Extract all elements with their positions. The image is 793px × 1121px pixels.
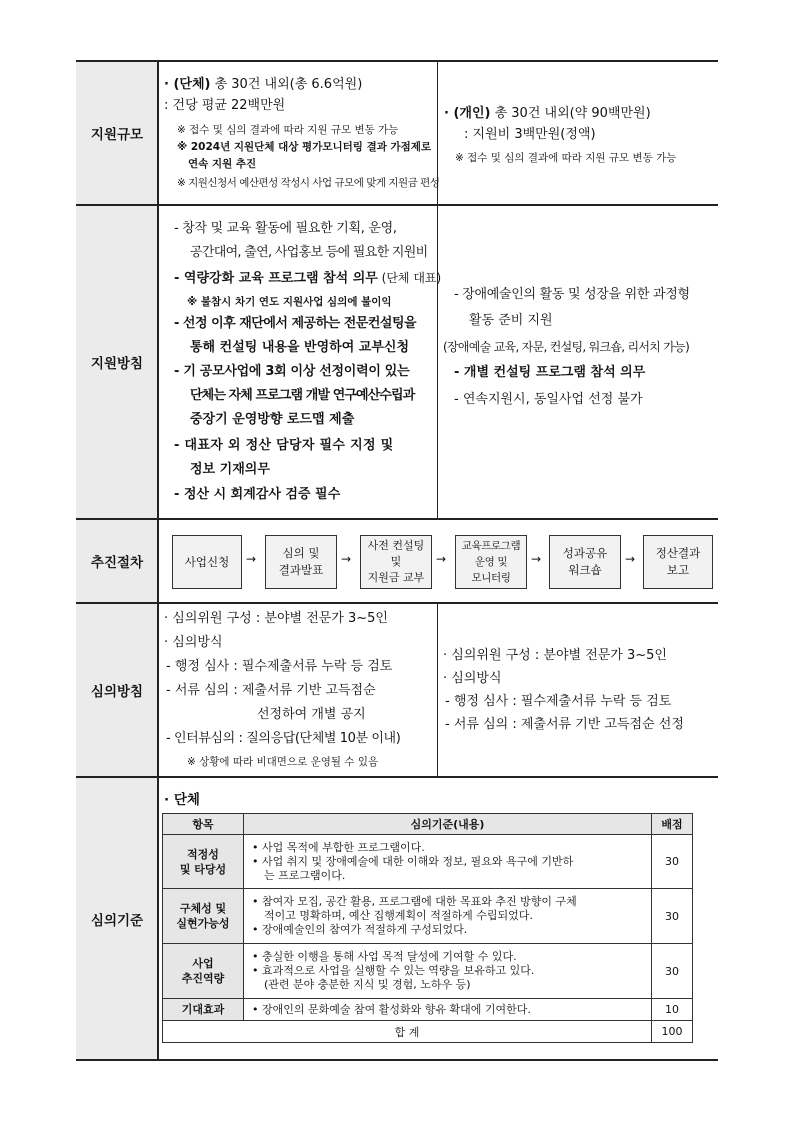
- rule-col-divider-3: [437, 604, 438, 776]
- policy-right-c1: - 연속지원시, 동일사업 선정 불가: [454, 392, 643, 407]
- criteria-line: 적이고 명확하며, 예산 집행계획이 적절하게 수립되었다.: [264, 909, 533, 922]
- scale-left-group: · (단체): [164, 77, 211, 92]
- review-right-l1: · 심의위원 구성 : 분야별 전문가 3~5인: [443, 648, 667, 663]
- policy-left-e1: - 대표자 외 정산 담당자 필수 지정 및: [174, 438, 394, 453]
- step-workshop: 성과공유 워크숍: [549, 535, 621, 589]
- arrow-icon: →: [436, 552, 447, 566]
- criteria-item-name-text: 적정성 및 타당성: [179, 847, 227, 876]
- policy-left-b1-text: - 역량강화 교육 프로그램 참석 의무: [174, 271, 378, 286]
- criteria-line: • 사업 목적에 부합한 프로그램이다.: [252, 840, 425, 854]
- policy-left-e2: 정보 기재의무: [190, 462, 270, 477]
- policy-left-b1: [174, 270, 441, 287]
- rule-label-divider: [157, 60, 159, 1061]
- criteria-line: • 효과적으로 사업을 실행할 수 있는 역량을 보유하고 있다.: [252, 964, 535, 977]
- step-settlement-report: 정산결과 보고: [643, 535, 713, 589]
- label-procedure-text: 추진절차: [90, 555, 144, 571]
- rule-top: [76, 60, 718, 62]
- scale-left-note2b: 연속 지원 추진: [188, 158, 257, 170]
- criteria-total-row: [163, 1021, 693, 1043]
- label-scale: [76, 62, 158, 204]
- step-application: 사업신청: [172, 535, 242, 589]
- criteria-item-score: 30: [652, 889, 693, 944]
- criteria-total-label: 합 계: [163, 1021, 652, 1043]
- rule-col-divider-2: [437, 206, 438, 518]
- criteria-line: • 장애예술인의 참여가 적절하게 구성되었다.: [252, 923, 468, 936]
- review-left-l1: · 심의위원 구성 : 분야별 전문가 3~5인: [164, 611, 388, 626]
- criteria-item-name: [163, 999, 244, 1021]
- label-policy-text: 지원방침: [90, 356, 144, 372]
- table-row: [163, 835, 693, 889]
- scale-left-count: 총 30건 내외(총 6.6억원): [210, 77, 363, 92]
- criteria-line: • 장애인의 문화예술 참여 활성화와 향유 확대에 기여한다.: [252, 1002, 531, 1016]
- label-scale-text: 지원규모: [90, 127, 144, 143]
- rule-4: [76, 776, 718, 778]
- review-left-l3: - 행정 심사 : 필수제출서류 누락 등 검토: [166, 659, 393, 674]
- criteria-header-score: 배점: [652, 814, 693, 835]
- policy-left-d3: 중장기 운영방향 로드맵 제출: [190, 412, 355, 427]
- criteria-item-name: [163, 835, 244, 889]
- policy-left-d2: 단체는 자체 프로그램 개발 연구예산수립과: [190, 388, 415, 403]
- policy-right-a2: 활동 준비 지원: [469, 313, 553, 328]
- scale-right-count: 총 30건 내외(약 90백만원): [490, 106, 651, 121]
- scale-left-line2: : 건당 평균 22백만원: [164, 98, 286, 113]
- review-left-l4: - 서류 심의 : 제출서류 기반 고득점순: [166, 683, 376, 698]
- criteria-item-score: 30: [652, 835, 693, 889]
- label-procedure: [76, 520, 158, 602]
- criteria-line: • 사업 취지 및 장애예술에 대한 이해와 정보, 필요와 욕구에 기반하: [252, 854, 574, 868]
- table-row: [163, 889, 693, 944]
- rule-2: [76, 518, 718, 520]
- policy-left-c1: - 선정 이후 재단에서 제공하는 전문컨설팅을: [174, 316, 417, 331]
- arrow-icon: →: [531, 552, 542, 566]
- review-left-l5: 선정하여 개별 공지: [257, 707, 366, 722]
- policy-right-a3: (장애예술 교육, 자문, 컨설팅, 워크숍, 리서치 가능): [443, 340, 690, 354]
- label-policy: [76, 206, 158, 518]
- criteria-item-content: [244, 889, 652, 944]
- criteria-line: • 충실한 이행을 통해 사업 목적 달성에 기여할 수 있다.: [252, 950, 517, 963]
- policy-right-a1: - 장애예술인의 활동 및 성장을 위한 과정형: [454, 287, 690, 302]
- policy-left-a2: 공간대여, 출연, 사업홍보 등에 필요한 지원비: [190, 245, 428, 260]
- criteria-group-title: · 단체: [164, 792, 200, 808]
- criteria-item-name-text: 기대효과: [181, 1003, 225, 1016]
- label-review-text: 심의방침: [90, 684, 144, 700]
- step-review-result: 심의 및 결과발표: [265, 535, 337, 589]
- scale-left-note1: ※ 접수 및 심의 결과에 따라 지원 규모 변동 가능: [177, 124, 399, 136]
- criteria-header-row: [163, 814, 693, 835]
- scale-right-group: · (개인): [444, 106, 491, 121]
- criteria-item-name: [163, 889, 244, 944]
- label-review: [76, 604, 158, 776]
- criteria-line: • 참여자 모집, 공간 활용, 프로그램에 대한 목표와 추진 방향이 구체: [252, 895, 577, 908]
- criteria-line: (관련 분야 충분한 지식 및 경험, 노하우 등): [264, 978, 471, 991]
- policy-right-b1: - 개별 컨설팅 프로그램 참석 의무: [454, 365, 646, 380]
- rule-3: [76, 602, 718, 604]
- criteria-header-item: 항목: [163, 814, 244, 835]
- criteria-item-name: [163, 944, 244, 999]
- review-left-l2: · 심의방식: [164, 635, 223, 650]
- criteria-item-content: [244, 835, 652, 889]
- label-criteria-text: 심의기준: [90, 912, 144, 929]
- criteria-item-score: 30: [652, 944, 693, 999]
- policy-left-c2: 통해 컨설팅 내용을 반영하여 교부신청: [190, 340, 410, 355]
- arrow-icon: →: [341, 552, 352, 566]
- criteria-item-score: 10: [652, 999, 693, 1021]
- arrow-icon: →: [625, 552, 636, 566]
- criteria-item-name-text: 사업 추진역량: [181, 957, 225, 985]
- table-row: [163, 944, 693, 999]
- criteria-header-content: 심의기준(내용): [244, 814, 652, 835]
- review-right-l4: - 서류 심의 : 제출서류 기반 고득점순 선정: [445, 717, 684, 732]
- criteria-line: 는 프로그램이다.: [264, 868, 346, 882]
- scale-right-line2: : 지원비 3백만원(정액): [464, 127, 596, 142]
- review-left-note: ※ 상황에 따라 비대면으로 운영될 수 있음: [187, 756, 379, 768]
- criteria-table: [162, 813, 693, 1043]
- rule-bottom: [76, 1059, 718, 1061]
- policy-left-note: ※ 불참시 차기 연도 지원사업 심의에 불이익: [187, 296, 392, 308]
- criteria-total-score: 100: [652, 1021, 693, 1043]
- criteria-item-content: [244, 999, 652, 1021]
- scale-right-line1: [444, 106, 651, 122]
- review-left-l6: - 인터뷰심의 : 질의응답(단체별 10분 이내): [166, 731, 401, 746]
- rule-1: [76, 204, 718, 206]
- arrow-icon: →: [246, 552, 257, 566]
- policy-left-a1: - 창작 및 교육 활동에 필요한 기획, 운영,: [174, 221, 397, 236]
- scale-right-note1: ※ 접수 및 심의 결과에 따라 지원 규모 변동 가능: [455, 152, 677, 164]
- criteria-item-content: [244, 944, 652, 999]
- table-row: [163, 999, 693, 1021]
- review-right-l2: · 심의방식: [443, 671, 502, 686]
- policy-left-d1: - 기 공모사업에 3회 이상 선정이력이 있는: [174, 364, 410, 379]
- review-right-l3: - 행정 심사 : 필수제출서류 누락 등 검토: [445, 694, 672, 709]
- criteria-item-name-text: 구체성 및 실현가능성: [176, 902, 230, 930]
- scale-left-note3: ※ 지원신청서 예산편성 작성시 사업 규모에 맞게 지원금 편성: [177, 177, 440, 189]
- label-criteria: [76, 778, 158, 1059]
- step-consulting-grant: 사전 컨설팅 및 지원금 교부: [360, 535, 432, 589]
- policy-left-b1-suffix: (단체 대표): [377, 271, 442, 285]
- scale-left-note2: ※ 2024년 지원단체 대상 평가모니터링 결과 가점제로: [177, 141, 432, 153]
- scale-left-line1: [164, 77, 362, 93]
- step-education-monitoring: 교육프로그램 운영 및 모니터링: [455, 535, 527, 589]
- policy-left-f1: - 정산 시 회계감사 검증 필수: [174, 487, 341, 502]
